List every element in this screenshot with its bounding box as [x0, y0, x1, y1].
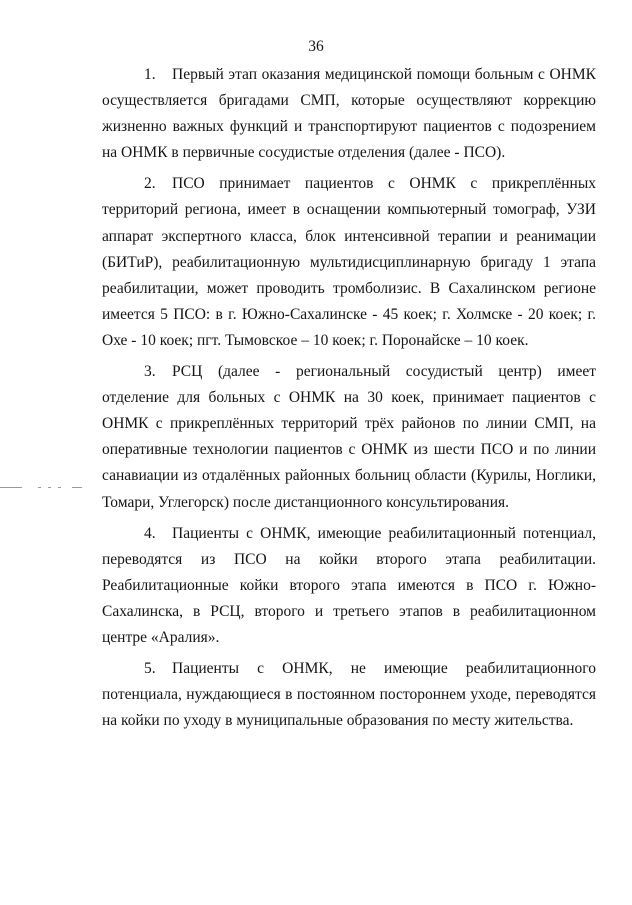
paragraph-1 [102, 62, 596, 166]
margin-scan-mark [0, 486, 96, 490]
paragraph-number: 5. [144, 660, 156, 678]
paragraph-number: 4. [144, 524, 156, 542]
paragraph-4 [102, 521, 596, 651]
paragraph-2 [102, 171, 596, 354]
paragraph-number: 3. [144, 363, 156, 381]
paragraph-text: Первый этап оказания медицинской помощи больным с ОНМК осуществляется бригадами СМП, которые осуществляют коррекцию жизненно важных функций и транспортируют пациентов с подозрением на ОНМК в первичные сосудистые отделения (далее - ПСО). [102, 66, 596, 162]
page-number: 36 [308, 38, 324, 55]
document-body [102, 62, 596, 739]
paragraph-number: 2. [144, 175, 156, 193]
paragraph-number: 1. [144, 66, 156, 83]
paragraph-text: ПСО принимает пациентов с ОНМК с прикреплённых территорий региона, имеет в оснащении компьютерный томограф, УЗИ аппарат экспертного класса, блок интенсивной терапии и реанимации (БИТиР), реабилитационную мультидисциплинарную бригаду 1 этапа реабилитации, может проводить тромболизис. В Сахалинском регионе имеется 5 ПСО: в г. Южно-Сахалинске - 45 коек; г. Холмске - 20 коек; г. Охе - 10 коек; пгт. Тымовское – 10 коек; г. Поронайске – 10 коек. [102, 175, 596, 349]
paragraph-5 [102, 656, 596, 734]
paragraph-3 [102, 359, 596, 516]
paragraph-text: РСЦ (далее - региональный сосудистый центр) имеет отделение для больных с ОНМК на 30 коек, принимает пациентов с ОНМК с прикреплённых территорий трёх районов по линии СМП, на оперативные технологии пациентов с ОНМК из шести ПСО и по линии санавиации из отдалённых районных больниц области (Курилы, Ноглики, Томари, Углегорск) после дистанционного консультирования. [102, 363, 596, 511]
paragraph-text: Пациенты с ОНМК, имеющие реабилитационный потенциал, переводятся из ПСО на койки второго этапа реабилитации. Реабилитационные койки второго этапа имеются в ПСО г. Южно-Сахалинска, в РСЦ, второго и третьего этапов в реабилитационном центре «Аралия». [102, 524, 596, 646]
paragraph-text: Пациенты с ОНМК, не имеющие реабилитационного потенциала, нуждающиеся в постоянном постороннем уходе, переводятся на койки по уходу в муниципальные образования по месту жительства. [102, 660, 596, 730]
